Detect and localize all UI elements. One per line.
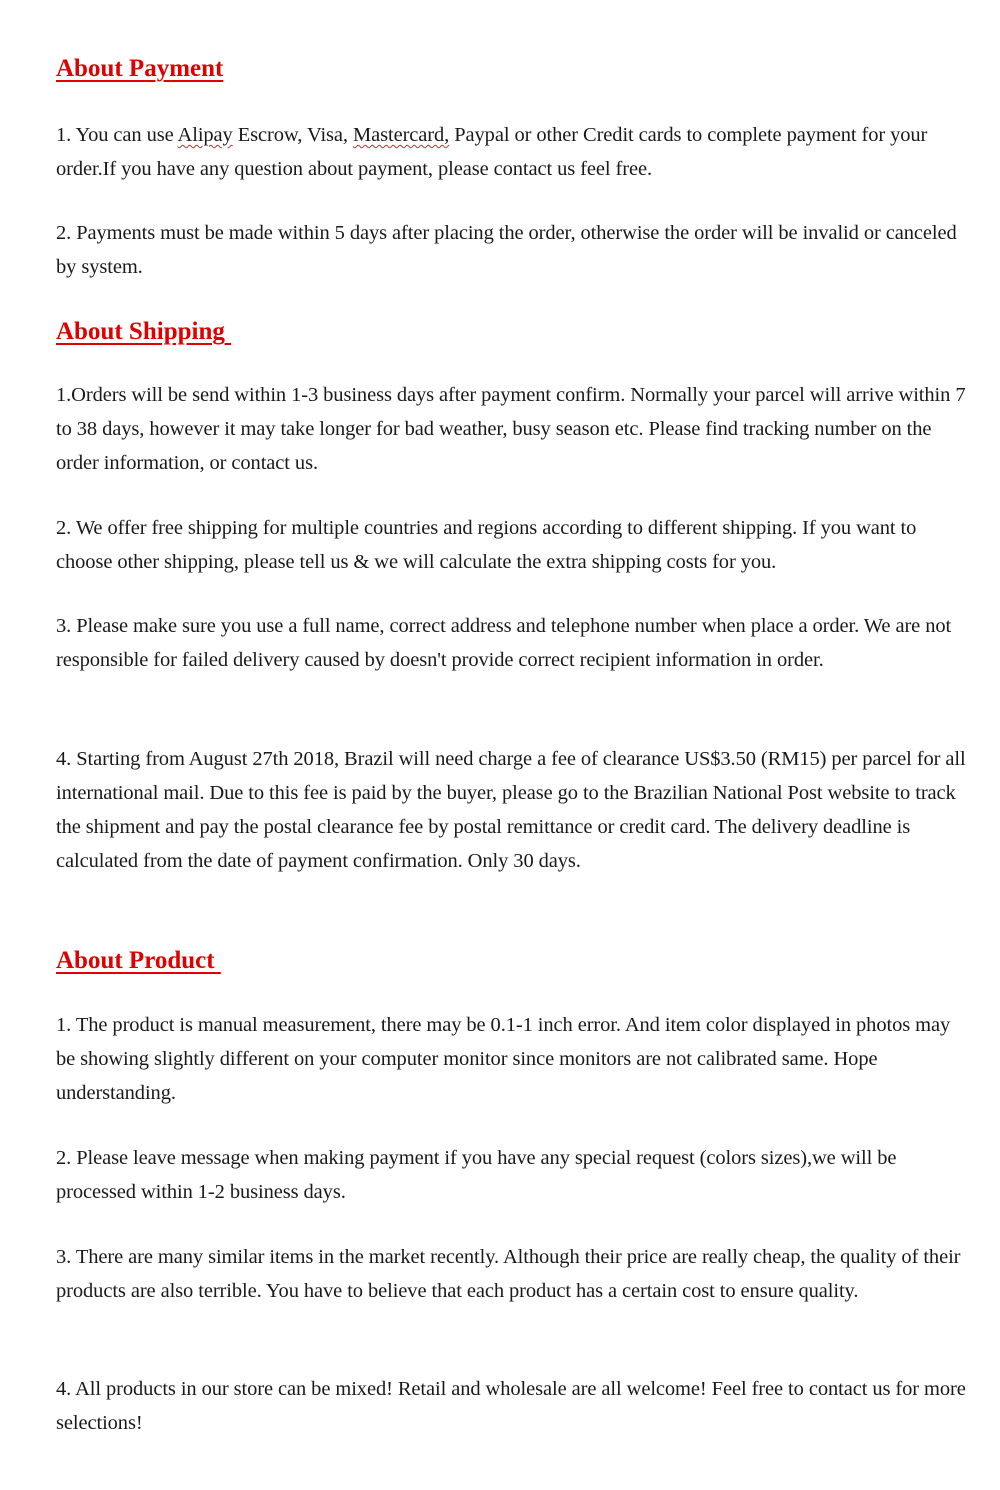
shipping-paragraph-4: 4. Starting from August 27th 2018, Brazil will need charge a fee of clearance US$3.50 (RM15) per parcel for all international mail. Due to this fee is paid by the buyer, please go to the Brazilian National Post website to track the shipment and pay the postal clearance fee by postal remittance or credit card. The delivery deadline is calculated from the date of payment confirmation. Only 30 days. [56, 748, 966, 872]
product-heading: About Product [56, 947, 221, 974]
payment-p1-alipay: Alipay [177, 124, 233, 146]
payment-p1-rest: Paypal or other Credit cards to complete payment for your order.If you have any question about payment, please contact us feel free. [56, 124, 928, 180]
payment-p1-mid: Escrow, Visa, [232, 124, 353, 146]
payment-paragraph-1 [56, 118, 966, 186]
product-paragraph-4: 4. All products in our store can be mixed! Retail and wholesale are all welcome! Feel free to contact us for more selections! [56, 1378, 966, 1434]
payment-p1-mastercard: Mastercard, [352, 124, 450, 146]
payment-paragraph-2: 2. Payments must be made within 5 days after placing the order, otherwise the order will be invalid or canceled by system. [56, 222, 957, 278]
shipping-paragraph-1: 1.Orders will be send within 1-3 business days after payment confirm. Normally your parcel will arrive within 7 to 38 days, however it may take longer for bad weather, busy season etc. Please find tracking number on the order information, or contact us. [56, 384, 966, 474]
product-paragraph-1: 1. The product is manual measurement, there may be 0.1-1 inch error. And item color displayed in photos may be showing slightly different on your computer monitor since monitors are not calibrated same. Hope understanding. [56, 1014, 951, 1104]
product-paragraph-3: 3. There are many similar items in the market recently. Although their price are really cheap, the quality of their products are also terrible. You have to believe that each product has a certain cost to ensure quality. [56, 1246, 961, 1302]
shipping-paragraph-3: 3. Please make sure you use a full name, correct address and telephone number when place a order. We are not responsible for failed delivery caused by doesn't provide correct recipient information in order. [56, 615, 952, 671]
shipping-heading: About Shipping [56, 318, 232, 345]
product-paragraph-2: 2. Please leave message when making payment if you have any special request (colors sizes),we will be processed within 1-2 business days. [56, 1147, 897, 1203]
payment-p1-prefix: 1. You can use [56, 124, 178, 146]
payment-heading: About Payment [56, 55, 224, 82]
shipping-paragraph-2: 2. We offer free shipping for multiple countries and regions according to different shipping. If you want to choose other shipping, please tell us & we will calculate the extra shipping costs for you. [56, 517, 917, 573]
